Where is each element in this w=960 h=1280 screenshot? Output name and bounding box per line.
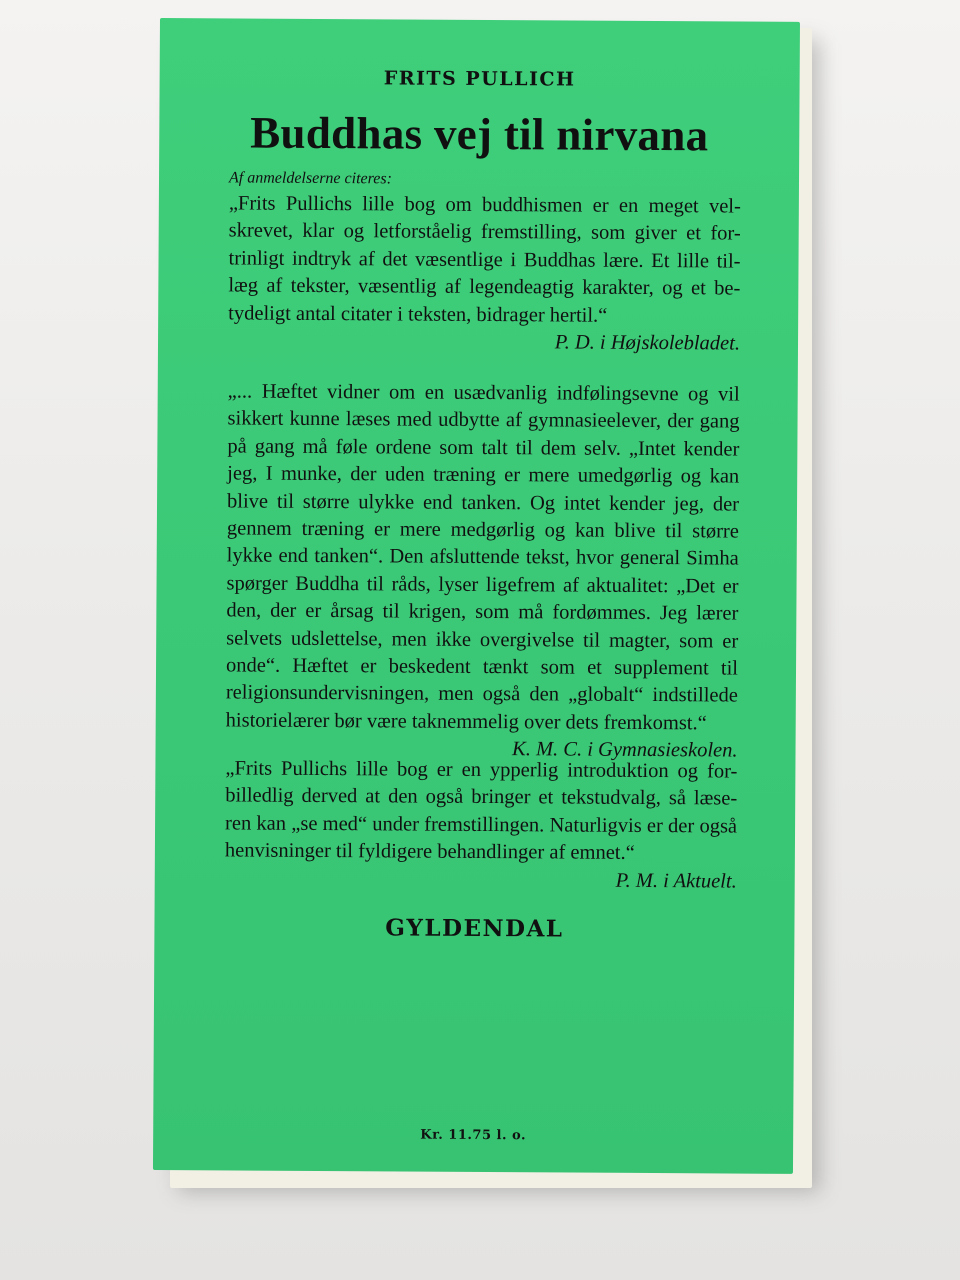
review-text: „... Hæftet vidner om en usædvanlig indfølingsevne og vil sikkert kunne læses med udbytte af gymnasieelever, der gang på gang må føle ordene som talt til dem selv. „Intet kender jeg, I munke, der uden træning er mere umedgørlig og kan blive til større ulykke end tanken. Og intet kender jeg, der gennem træning er mere medgørlig og kan blive til større lykke end tanken“. Den afsluttende tekst, hvor general Simha spørger Buddha til råds, lyser ligefrem af aktualitet: „Det er den, der er årsag til krigen, som må fordømmes. Jeg lærer selvets udslettelse, men ikke overgivelse til magter, som er onde“. Hæftet er beskedent tænkt som et supplement til religionsundervisningen, men også den „globalt“ indstillede historielærer bør være taknemmelig over dets fremkomst.“ (225, 380, 740, 735)
review-source: K. M. C. i Gymnasieskolen. (511, 738, 738, 762)
publisher-name: GYLDENDAL (385, 914, 564, 943)
review-quote (225, 378, 739, 765)
review-text: „Frits Pullichs lille bog om buddhismen er en meget vel-skrevet, klar og letforståelig fremstilling, som giver et for-trinligt indtryk af det væsentlige i Buddhas lære. Et lille til-læg af tekster, væsentlig af legendeagtig karakter, og et be-tydeligt antal citater i teksten, bidrager hertil.“ (228, 192, 741, 327)
review-source: P. M. i Aktuelt. (615, 869, 737, 893)
review-quote (228, 190, 741, 358)
author-name: FRITS PULLICH (383, 67, 576, 91)
review-source: P. D. i Højskolebladet. (554, 331, 741, 355)
book-back-cover (153, 18, 800, 1174)
reviews-intro: Af anmeldelserne citeres: (228, 169, 392, 188)
review-text: „Frits Pullichs lille bog er en ypperlig introduktion og for-billedlig derved at den også bringer et tekstudvalg, så læse-ren kan „se med“ under fremstillingen. Naturligvis er der også henvisninger til fyldigere behandlinger af emnet.“ (224, 757, 738, 865)
review-quote (225, 755, 738, 895)
book-title: Buddhas vej til nirvana (250, 107, 709, 161)
price-label: Kr. 11.75 l. o. (420, 1127, 527, 1144)
